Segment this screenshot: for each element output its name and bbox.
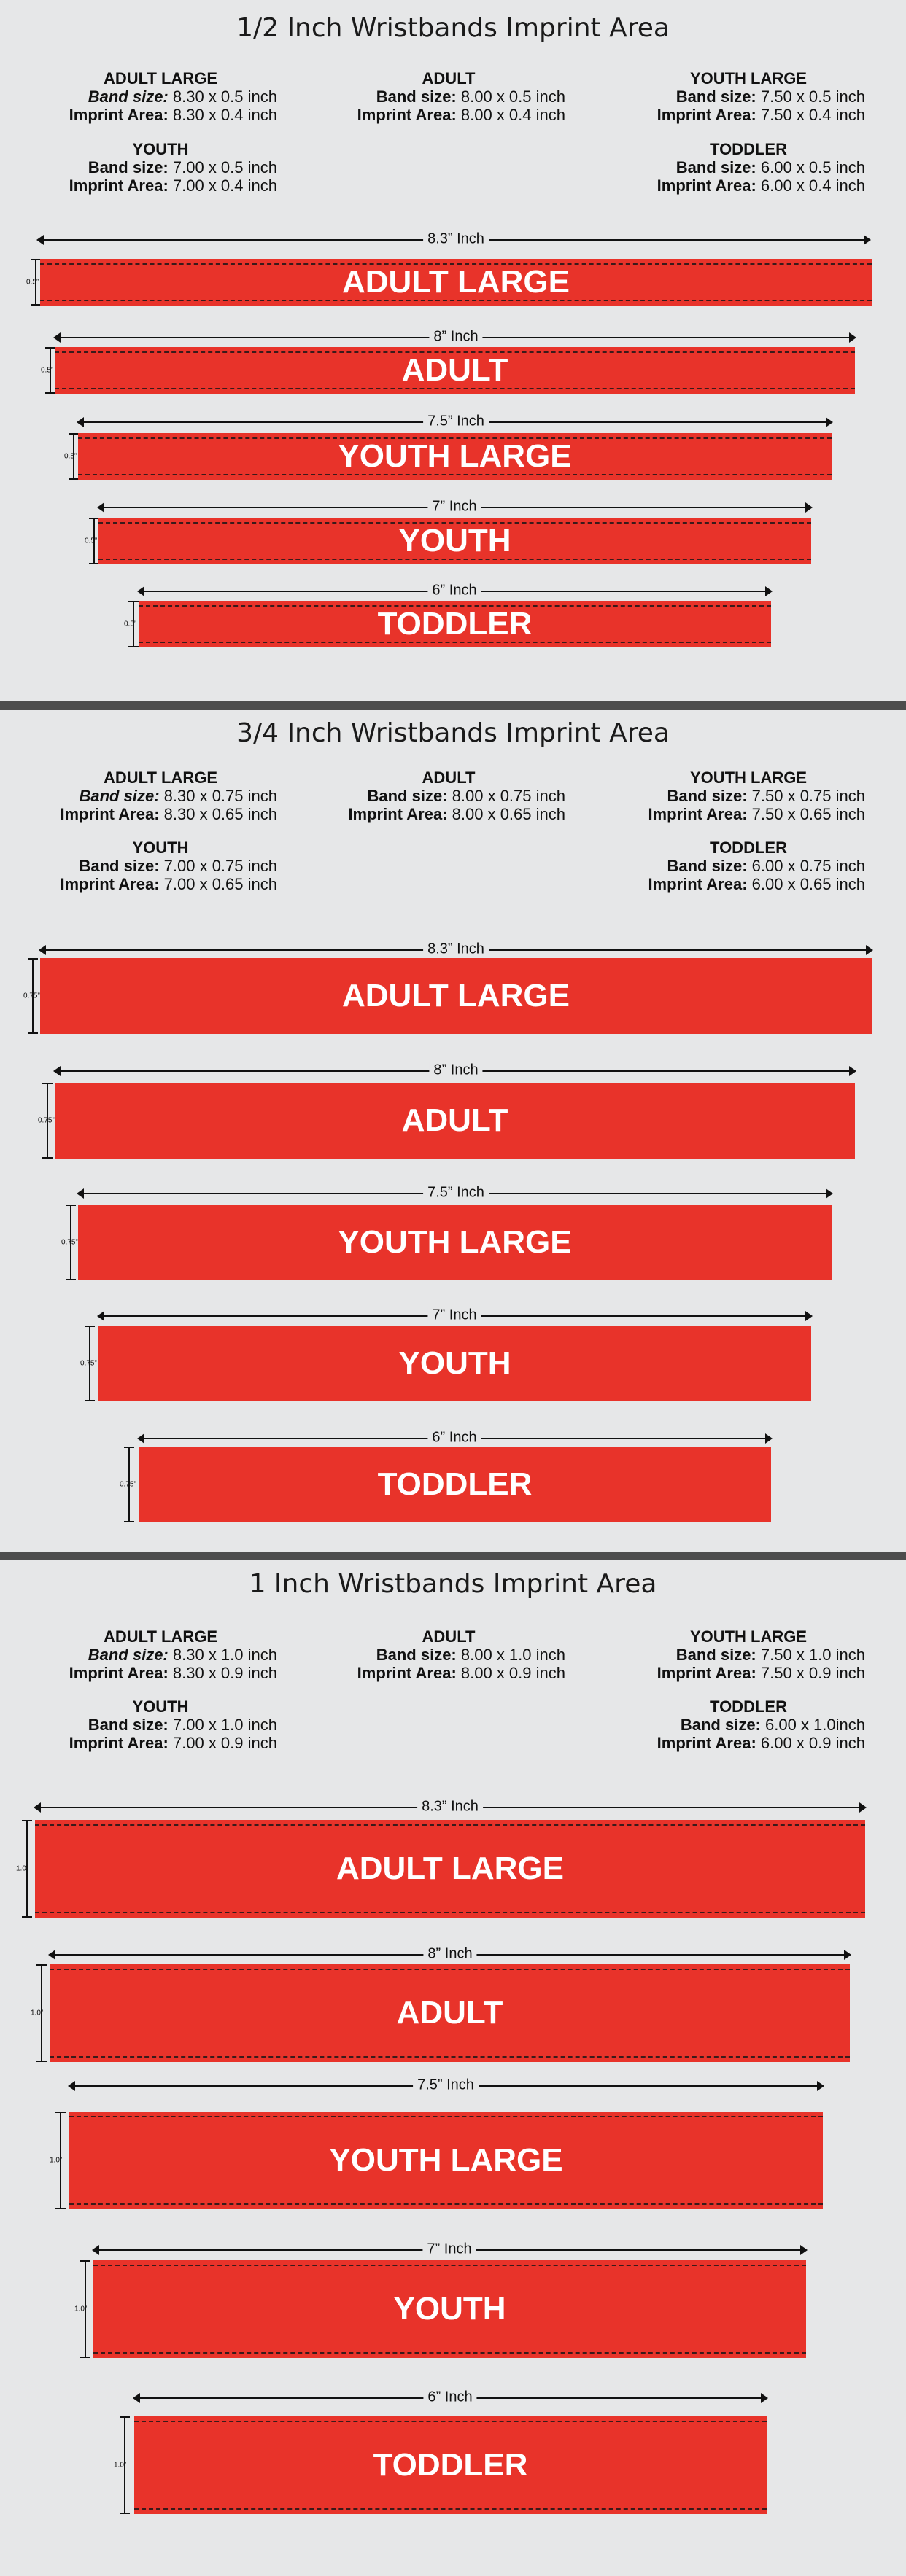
imprint-guide-top [35,1824,865,1826]
section-divider [0,701,906,710]
length-label: 7.5” Inch [423,413,489,430]
band-youth [98,518,811,564]
band-adult-large [35,1820,865,1918]
band-label: YOUTH [393,2291,506,2327]
band-label: YOUTH LARGE [338,438,572,474]
length-label: 6” Inch [427,583,481,599]
height-label: 0.5” [41,366,54,375]
spec-youth-large: YOUTH LARGE Band size: 7.50 x 0.75 inch Imprint Area: 7.50 x 0.65 inch [648,768,865,823]
band-label: ADULT [401,1102,508,1138]
height-label: 0.75” [38,1116,55,1125]
band-adult [55,1083,855,1159]
imprint-guide-bottom [69,2203,823,2205]
length-label: 7.5” Inch [413,2077,479,2094]
band-adult-large [40,958,872,1034]
spec-adult-large: ADULT LARGE Band size: 8.30 x 1.0 inch Imprint Area: 8.30 x 0.9 inch [69,1627,277,1682]
band-label: ADULT LARGE [341,264,570,300]
length-label: 7.5” Inch [423,1185,489,1202]
band-adult-large [40,259,872,306]
spec-youth-large: YOUTH LARGE Band size: 7.50 x 1.0 inch Imprint Area: 7.50 x 0.9 inch [657,1627,865,1682]
length-label: 6” Inch [427,1430,481,1447]
height-label: 1.0” [74,2305,88,2314]
band-label: ADULT LARGE [341,978,570,1013]
height-label: 0.75” [23,992,40,1000]
height-label: 0.75” [120,1480,136,1489]
length-label: 8.3” Inch [423,941,489,958]
section-title-one-inch: 1 Inch Wristbands Imprint Area [249,1569,657,1599]
height-label: 1.0” [16,1864,29,1873]
height-label: 0.75” [61,1238,78,1247]
spec-toddler: TODDLER Band size: 6.00 x 0.75 inch Imprint Area: 6.00 x 0.65 inch [648,838,865,893]
spec-youth: YOUTH Band size: 7.00 x 0.5 inch Imprint Area: 7.00 x 0.4 inch [69,140,277,195]
spec-adult: ADULT Band size: 8.00 x 0.5 inch Imprint Area: 8.00 x 0.4 inch [357,69,565,124]
band-adult [55,347,855,394]
spec-toddler: TODDLER Band size: 6.00 x 0.5 inch Imprint Area: 6.00 x 0.4 inch [657,140,865,195]
height-label: 0.75” [80,1359,97,1368]
band-label: ADULT [396,1995,503,2031]
length-label: 8.3” Inch [423,231,489,248]
band-youth-large [78,433,832,480]
spec-youth: YOUTH Band size: 7.00 x 1.0 inch Imprint Area: 7.00 x 0.9 inch [69,1697,277,1752]
height-label: 0.5” [26,278,39,287]
length-label: 8” Inch [429,1062,482,1079]
spec-youth: YOUTH Band size: 7.00 x 0.75 inch Imprint Area: 7.00 x 0.65 inch [60,838,277,893]
spec-toddler: TODDLER Band size: 6.00 x 1.0inch Imprint Area: 6.00 x 0.9 inch [657,1697,865,1752]
height-label: 0.5” [64,452,77,461]
band-label: TODDLER [373,2447,528,2483]
band-label: ADULT [401,352,508,388]
imprint-guide-bottom [35,1912,865,1913]
band-toddler [139,1447,771,1522]
spec-youth-large: YOUTH LARGE Band size: 7.50 x 0.5 inch Imprint Area: 7.50 x 0.4 inch [657,69,865,124]
imprint-guide-top [134,2421,767,2422]
imprint-guide-bottom [93,2352,806,2354]
spec-adult: ADULT Band size: 8.00 x 0.75 inch Imprint Area: 8.00 x 0.65 inch [348,768,565,823]
height-label: 1.0” [50,2156,63,2165]
imprint-guide-bottom [50,2056,850,2058]
band-youth [98,1326,811,1401]
imprint-guide-top [69,2116,823,2117]
band-adult [50,1964,850,2062]
band-youth-large [78,1205,832,1280]
length-label: 6” Inch [423,2389,476,2406]
band-label: YOUTH [398,1345,511,1381]
band-label: ADULT LARGE [336,1851,565,1886]
band-toddler [134,2416,767,2514]
band-youth-large [69,2112,823,2209]
band-label: YOUTH [398,523,511,559]
spec-adult: ADULT Band size: 8.00 x 1.0 inch Imprint Area: 8.00 x 0.9 inch [357,1627,565,1682]
band-label: TODDLER [377,1466,533,1502]
spec-adult-large: ADULT LARGE Band size: 8.30 x 0.75 inch Imprint Area: 8.30 x 0.65 inch [60,768,277,823]
height-label: 0.5” [124,620,137,629]
section-title-half-inch: 1/2 Inch Wristbands Imprint Area [236,13,670,43]
spec-adult-large: ADULT LARGE Band size: 8.30 x 0.5 inch Imprint Area: 8.30 x 0.4 inch [69,69,277,124]
band-label: YOUTH LARGE [338,1224,572,1260]
imprint-guide-bottom [134,2508,767,2510]
height-label: 1.0” [31,2009,44,2017]
band-label: TODDLER [377,606,533,642]
length-label: 7” Inch [427,499,481,515]
imprint-guide-top [50,1969,850,1970]
band-youth [93,2260,806,2358]
length-label: 8” Inch [423,1946,476,1963]
length-label: 8.3” Inch [417,1799,483,1816]
length-label: 8” Inch [429,329,482,346]
section-divider [0,1552,906,1560]
length-label: 7” Inch [422,2241,476,2258]
length-label: 7” Inch [427,1307,481,1324]
band-label: YOUTH LARGE [329,2142,563,2178]
height-label: 0.5” [85,537,98,545]
section-title-three-quarter-inch: 3/4 Inch Wristbands Imprint Area [236,718,670,748]
height-label: 1.0” [114,2461,127,2470]
imprint-guide-top [93,2265,806,2266]
band-toddler [139,601,771,647]
